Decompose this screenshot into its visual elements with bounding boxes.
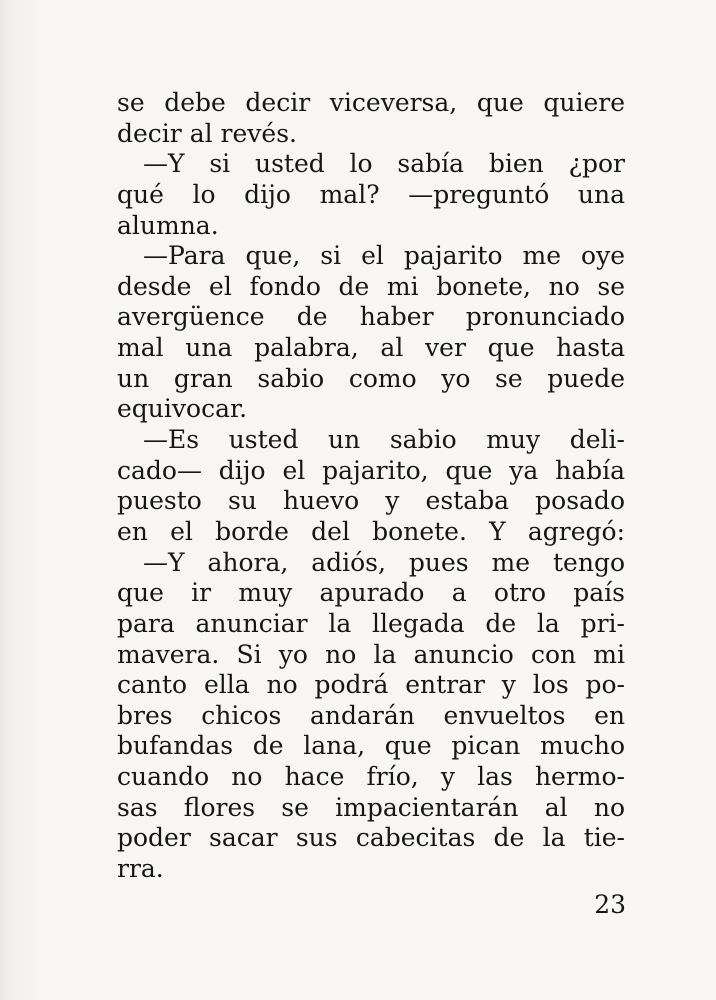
text-line: se debe decir viceversa, que quiere: [117, 88, 625, 117]
text-line: —Para que, si el pajarito me oye: [143, 241, 625, 271]
body-text: [117, 88, 625, 885]
text-line: —Y ahora, adiós, pues me tengo: [143, 547, 625, 577]
text-line: un gran sabio como yo se puede: [117, 363, 625, 393]
page-number: 23: [594, 890, 626, 919]
text-line: puesto su huevo y estaba posado: [117, 486, 625, 516]
text-line: canto ella no podrá entrar y los po-: [117, 670, 625, 700]
text-line: cuando no hace frío, y las hermo-: [117, 762, 625, 792]
text-line: mavera. Si yo no la anuncio con mi: [117, 639, 625, 669]
text-line: —Y si usted lo sabía bien ¿por: [143, 149, 625, 179]
text-line: sas flores se impacientarán al no: [117, 792, 625, 822]
text-line: avergüence de haber pronunciado: [117, 302, 625, 332]
text-line: poder sacar sus cabecitas de la tie-: [117, 823, 625, 853]
text-line: equivocar.: [117, 394, 248, 424]
text-line: bufandas de lana, que pican mucho: [117, 731, 625, 761]
text-line: —Es usted un sabio muy deli-: [143, 425, 625, 455]
text-line: rra.: [117, 854, 164, 884]
text-line: que ir muy apurado a otro país: [117, 578, 625, 608]
text-line: qué lo dijo mal? —preguntó una: [117, 179, 625, 209]
text-line: bres chicos andarán envueltos en: [117, 700, 625, 730]
text-line: desde el fondo de mi bonete, no se: [117, 271, 625, 301]
text-line: decir al revés.: [117, 118, 297, 148]
text-line: en el borde del bonete. Y agregó:: [117, 516, 625, 546]
text-line: para anunciar la llegada de la pri-: [117, 608, 625, 638]
text-line: alumna.: [117, 210, 219, 240]
text-line: mal una palabra, al ver que hasta: [117, 333, 625, 363]
text-line: cado— dijo el pajarito, que ya había: [117, 455, 625, 485]
